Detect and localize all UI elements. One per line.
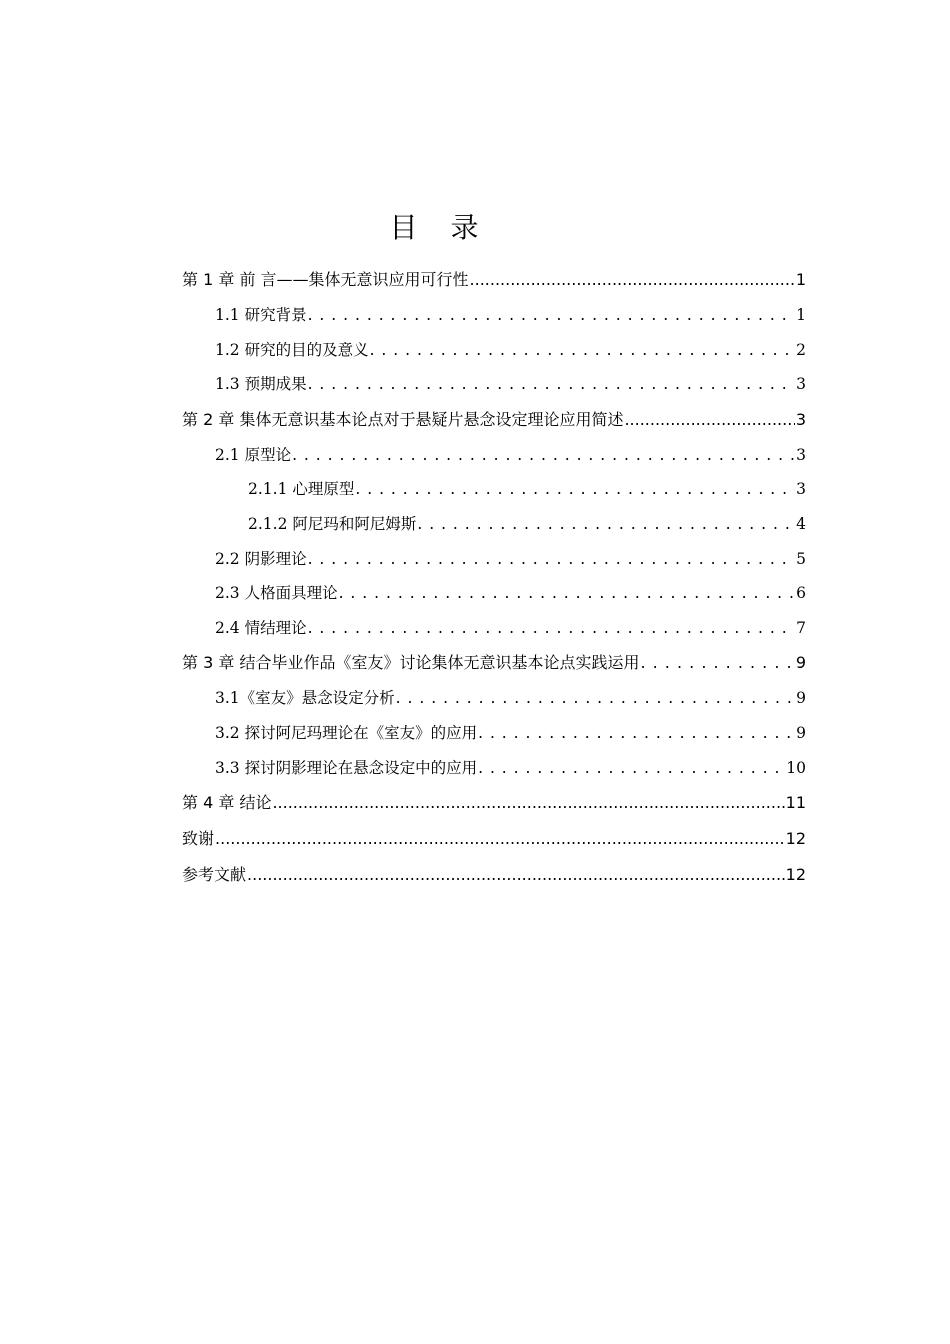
toc-entry-page: 3 (796, 445, 806, 464)
toc-entry-label: 第 1 章 前 言——集体无意识应用可行性 (182, 270, 469, 289)
toc-entry-label: 3.2 探讨阿尼玛理论在《室友》的应用 (215, 723, 478, 742)
toc-entry-chapter-2[interactable] (182, 402, 806, 438)
toc-entry-3-2[interactable] (182, 716, 806, 751)
dot-leader (470, 262, 795, 298)
toc-entry-page: 3 (796, 375, 806, 394)
dot-leader (478, 716, 795, 751)
dot-leader (624, 402, 794, 438)
toc-entry-label: 2.1.1 心理原型 (248, 480, 355, 499)
toc-entry-label: 参考文献 (182, 865, 247, 885)
toc-entry-label: 3.1《室友》悬念设定分析 (215, 689, 395, 708)
toc-entry-label: 1.2 研究的目的及意义 (215, 340, 369, 359)
toc-entry-page: 3 (795, 409, 806, 429)
toc-entry-3-3[interactable] (182, 751, 806, 786)
toc-entry-page: 1 (795, 270, 806, 289)
toc-entry-label: 第 3 章 结合毕业作品《室友》讨论集体无意识基本论点实践运用 (182, 653, 640, 673)
toc-entry-2-4[interactable] (182, 611, 806, 646)
toc-entry-2-1-1[interactable] (182, 472, 806, 507)
toc-entry-label: 1.1 研究背景 (215, 306, 307, 324)
dot-leader (355, 472, 795, 507)
toc-entry-2-3[interactable] (182, 576, 806, 611)
dot-leader (247, 857, 785, 893)
toc-entry-chapter-1[interactable] (182, 262, 806, 298)
toc-entry-1-2[interactable] (182, 333, 806, 368)
toc-entry-label: 2.2 阴影理论 (215, 549, 307, 568)
toc-entry-2-1[interactable] (182, 438, 806, 473)
toc-entry-label: 3.3 探讨阴影理论在悬念设定中的应用 (215, 758, 478, 777)
toc-entry-2-1-2[interactable] (182, 507, 806, 542)
toc-entry-3-1[interactable] (182, 681, 806, 716)
table-of-contents (182, 262, 806, 893)
dot-leader (308, 611, 796, 646)
toc-entry-page: 4 (796, 514, 806, 533)
dot-leader (292, 438, 795, 473)
toc-entry-1-3[interactable] (182, 367, 806, 402)
dot-leader (308, 298, 796, 333)
toc-entry-references[interactable] (182, 857, 806, 893)
toc-entry-page: 6 (796, 584, 806, 603)
dot-leader (308, 542, 796, 577)
toc-entry-page: 5 (796, 549, 806, 568)
toc-entry-page: 11 (785, 793, 806, 813)
toc-entry-label: 2.3 人格面具理论 (215, 584, 338, 603)
toc-entry-chapter-3[interactable] (182, 645, 806, 681)
toc-entry-1-1[interactable] (182, 298, 806, 333)
dot-leader (272, 785, 784, 821)
dot-leader (396, 681, 795, 716)
toc-entry-2-2[interactable] (182, 542, 806, 577)
toc-entry-page: 2 (796, 340, 806, 359)
toc-entry-label: 2.1.2 阿尼玛和阿尼姆斯 (248, 514, 417, 533)
dot-leader (417, 507, 795, 542)
toc-entry-page: 7 (796, 618, 806, 637)
toc-entry-page: 9 (796, 723, 806, 742)
toc-entry-page: 10 (786, 758, 806, 777)
toc-entry-page: 9 (796, 689, 806, 708)
toc-entry-page: 3 (796, 480, 806, 499)
toc-entry-chapter-4[interactable] (182, 785, 806, 821)
toc-entry-label: 致谢 (182, 829, 215, 849)
toc-entry-acknowledgements[interactable] (182, 821, 806, 857)
toc-entry-page: 12 (785, 829, 806, 849)
toc-entry-label: 2.1 原型论 (215, 445, 292, 464)
dot-leader (370, 333, 796, 368)
toc-entry-page: 1 (796, 306, 806, 324)
toc-entry-page: 12 (785, 865, 806, 885)
toc-entry-label: 2.4 情结理论 (215, 618, 307, 637)
dot-leader (308, 367, 796, 402)
dot-leader (215, 821, 785, 857)
toc-title: 目 录 (389, 211, 491, 244)
toc-entry-page: 9 (795, 653, 806, 673)
toc-entry-label: 1.3 预期成果 (215, 375, 307, 394)
dot-leader (640, 645, 794, 681)
dot-leader (339, 576, 796, 611)
toc-entry-label: 第 4 章 结论 (182, 793, 272, 813)
dot-leader (478, 751, 785, 786)
toc-entry-label: 第 2 章 集体无意识基本论点对于悬疑片悬念设定理论应用简述 (182, 409, 624, 429)
